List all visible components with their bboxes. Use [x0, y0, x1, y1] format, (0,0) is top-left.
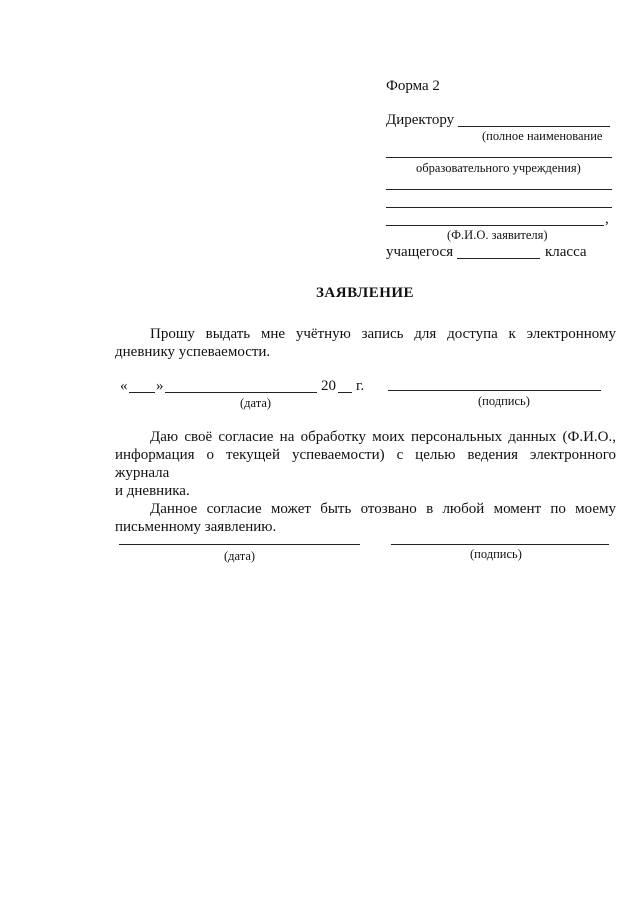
day-line[interactable] [129, 392, 155, 393]
class-line[interactable] [457, 258, 540, 259]
consent-paragraph [115, 428, 616, 536]
year-prefix: 20 [321, 378, 336, 394]
request-line-1: Прошу выдать мне учётную запись для доступа к электронному [150, 326, 616, 342]
applicant-line-2[interactable] [386, 207, 612, 208]
institution-line[interactable] [386, 157, 612, 158]
document-title: ЗАЯВЛЕНИЕ [316, 285, 415, 301]
hint-applicant: (Ф.И.О. заявителя) [447, 228, 548, 242]
footer-signature-hint: (подпись) [470, 547, 522, 561]
signature-hint: (подпись) [478, 394, 530, 408]
close-quote: » [156, 378, 164, 394]
consent-line-3: и дневника. [115, 483, 190, 499]
year-line[interactable] [338, 392, 352, 393]
request-line-2: дневнику успеваемости. [115, 344, 271, 360]
open-quote: « [120, 378, 128, 394]
date-hint: (дата) [240, 396, 272, 410]
applicant-line-1[interactable] [386, 189, 612, 190]
consent-line-4: Данное согласие может быть отозвано в любой момент по моему [150, 501, 616, 517]
request-paragraph [115, 325, 616, 361]
consent-line-1: Даю своё согласие на обработку моих персональных данных (Ф.И.О., [150, 429, 616, 445]
director-label: Директору [386, 112, 455, 128]
signature-line[interactable] [388, 390, 601, 391]
form-label: Форма 2 [386, 78, 440, 94]
footer-date-line[interactable] [119, 544, 360, 545]
class-label: класса [545, 244, 587, 260]
director-name-line[interactable] [458, 126, 610, 127]
month-line[interactable] [165, 392, 317, 393]
hint-institution: образовательного учреждения) [416, 161, 581, 175]
consent-line-2: информация о текущей успеваемости) с целью ведения электронного журнала [115, 447, 616, 481]
applicant-line-3[interactable] [386, 225, 604, 226]
applicant-comma: , [605, 211, 609, 227]
footer-date-hint: (дата) [224, 549, 256, 563]
consent-line-5: письменному заявлению. [115, 519, 277, 535]
footer-signature-line[interactable] [391, 544, 609, 545]
year-suffix: г. [356, 378, 365, 394]
student-label: учащегося [386, 244, 454, 260]
hint-full-name: (полное наименование [482, 129, 603, 143]
